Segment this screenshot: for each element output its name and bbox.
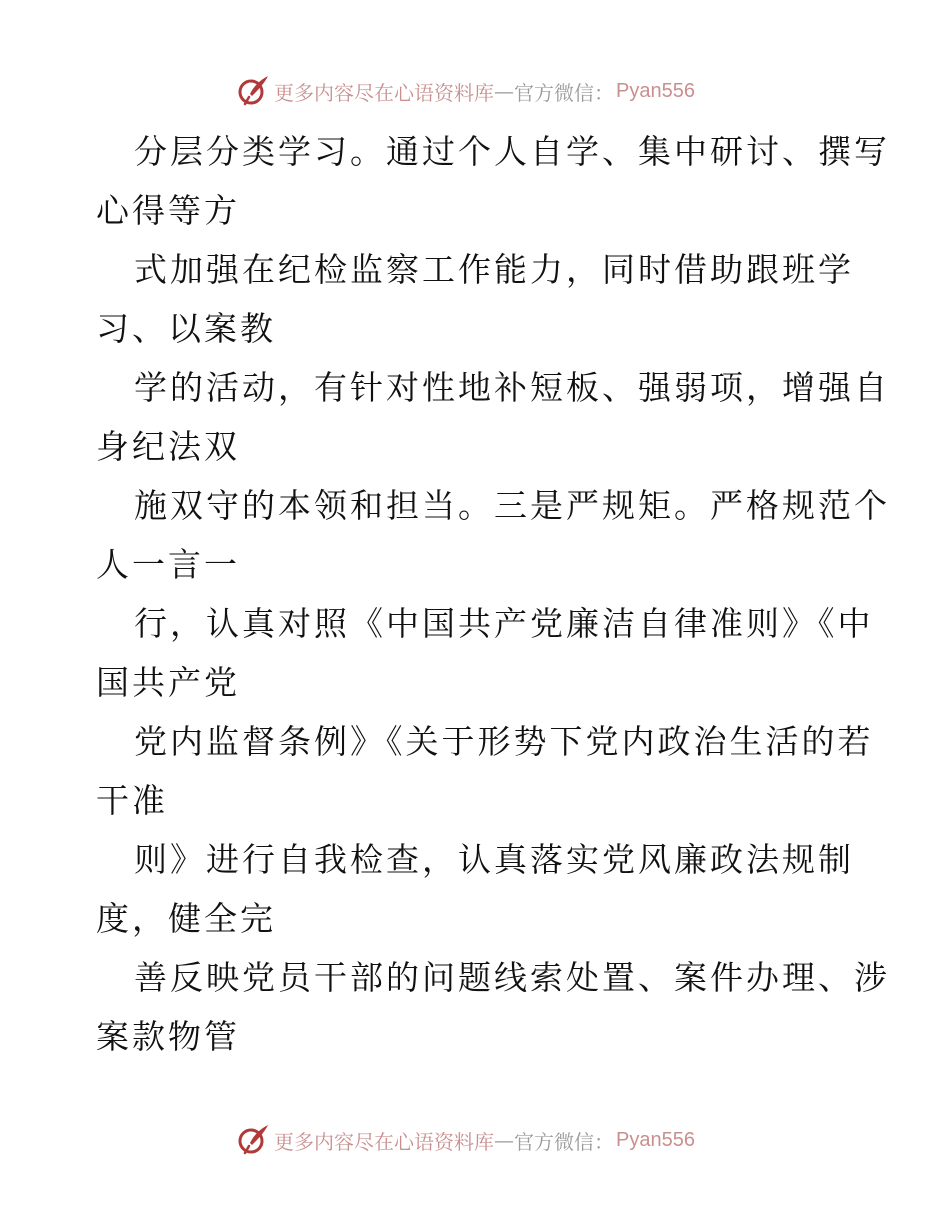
quill-pen-logo-icon: [236, 1123, 270, 1157]
site-name-text: 更多内容尽在心语资料库: [274, 80, 494, 105]
wechat-id: Pyan556: [616, 79, 695, 102]
quill-pen-logo-icon: [236, 74, 270, 108]
text-line: 干准: [96, 781, 168, 820]
text-line: 党内监督条例》《关于形势下党内政治生活的若: [134, 722, 874, 761]
header-banner: [236, 74, 695, 108]
wechat-label: 官方微信：: [514, 1129, 614, 1154]
text-line: 度，健全完: [96, 899, 276, 938]
text-line: 学的活动，有针对性地补短板、强弱项，增强自: [134, 368, 890, 407]
wechat-label: 官方微信：: [514, 80, 614, 105]
document-body: [96, 122, 890, 1066]
site-name-text: 更多内容尽在心语资料库: [274, 1129, 494, 1154]
banner-separator: —: [494, 1128, 514, 1152]
text-line: 行，认真对照《中国共产党廉洁自律准则》《中: [134, 604, 874, 643]
text-line: 心得等方: [96, 191, 240, 230]
text-line: 国共产党: [96, 663, 240, 702]
text-line: 则》进行自我检查，认真落实党风廉政法规制: [134, 840, 854, 879]
banner-separator: —: [494, 79, 514, 103]
text-line: 式加强在纪检监察工作能力，同时借助跟班学: [134, 250, 854, 289]
text-line: 习、以案教: [96, 309, 276, 348]
text-line: 身纪法双: [96, 427, 240, 466]
wechat-id: Pyan556: [616, 1128, 695, 1151]
text-line: 案款物管: [96, 1017, 240, 1056]
text-line: 善反映党员干部的问题线索处置、案件办理、涉: [134, 958, 890, 997]
text-line: 分层分类学习。通过个人自学、集中研讨、撰写: [134, 132, 890, 171]
text-line: 施双守的本领和担当。三是严规矩。严格规范个: [134, 486, 890, 525]
footer-banner: [236, 1123, 695, 1157]
text-line: 人一言一: [96, 545, 240, 584]
